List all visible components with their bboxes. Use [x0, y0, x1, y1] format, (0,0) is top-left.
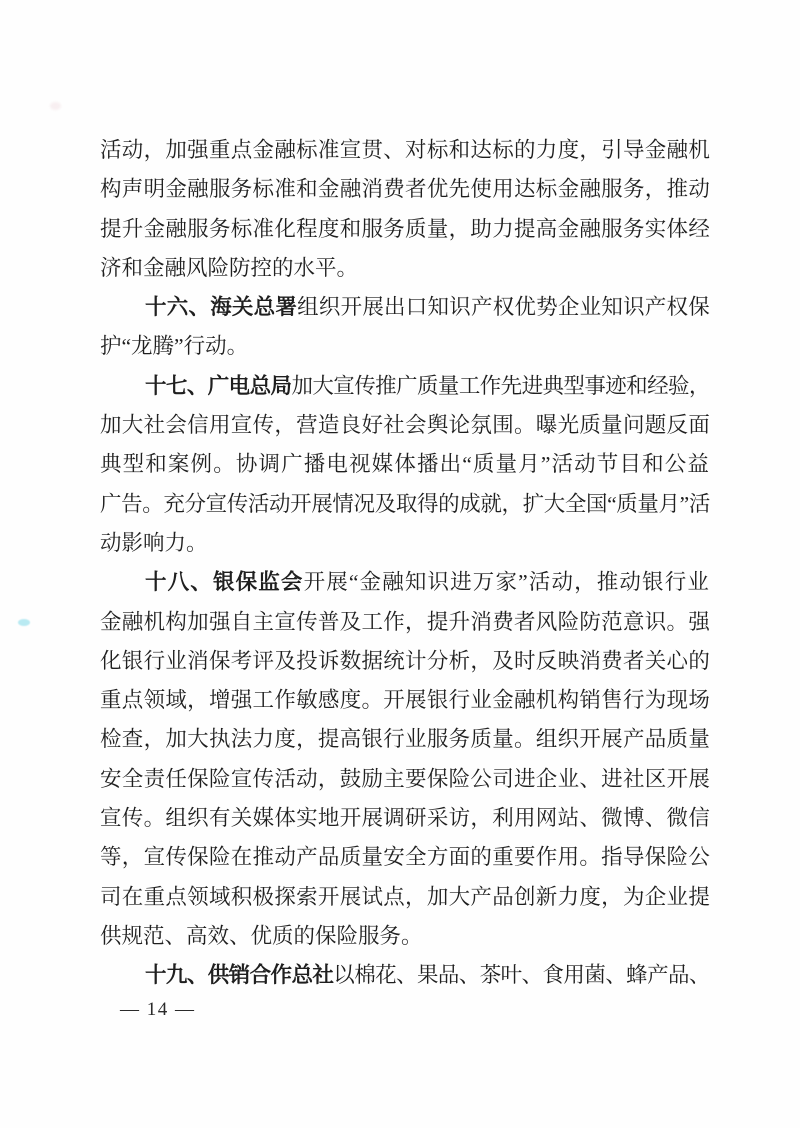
line-text: 检查，加大执法力度，提高银行业服务质量。组织开展产品质量	[100, 727, 711, 752]
text-line	[100, 681, 710, 720]
line-text: 加大宣传推广质量工作先进典型事迹和经验，	[291, 373, 710, 398]
text-line	[100, 406, 710, 445]
text-line-content	[145, 295, 710, 319]
text-line	[100, 367, 710, 406]
line-text: 开展“金融知识进万家”活动，推动银行业	[303, 570, 710, 595]
text-line	[100, 917, 710, 956]
text-line	[100, 878, 710, 917]
line-text: 广告。充分宣传活动开展情况及取得的成就，扩大全国“质量月”活	[100, 491, 710, 516]
line-text: 动影响力。	[100, 530, 208, 555]
text-line-content	[145, 963, 710, 987]
line-text: 金融机构加强自主宣传普及工作，提升消费者风险防范意识。强	[100, 609, 711, 634]
text-line-content	[100, 138, 710, 162]
text-line	[100, 838, 710, 877]
text-line-content	[100, 217, 710, 241]
text-line	[100, 720, 710, 759]
line-text: 典型和案例。协调广播电视媒体播出“质量月”活动节目和公益	[100, 452, 711, 477]
text-line	[100, 170, 710, 209]
line-text: 化银行业消保考评及投诉数据统计分析，及时反映消费者关心的	[100, 648, 711, 673]
text-line-content	[145, 374, 710, 398]
line-text: 宣传。组织有关媒体实地开展调研采访，利用网站、微博、微信	[100, 806, 711, 831]
section-heading: 十八、银保监会	[145, 570, 304, 595]
text-block	[100, 131, 710, 996]
text-line	[100, 249, 710, 288]
text-line	[100, 524, 710, 563]
text-line	[100, 603, 710, 642]
section-heading: 十九、供销合作总社	[145, 963, 334, 988]
line-text: 护“龙腾”行动。	[100, 334, 249, 359]
text-line-content	[100, 924, 423, 948]
text-line	[100, 445, 710, 484]
text-line	[100, 485, 710, 524]
text-line	[100, 210, 710, 249]
line-text: 提升金融服务标准化程度和服务质量，助力提高金融服务实体经	[100, 216, 711, 241]
text-line-content	[100, 452, 710, 476]
scan-artifact-cyan-speck	[18, 619, 30, 626]
text-line	[100, 956, 710, 995]
text-line-content	[100, 492, 710, 516]
text-line-content	[100, 610, 710, 634]
line-text: 加大社会信用宣传，营造良好社会舆论氛围。曝光质量问题反面	[100, 413, 711, 438]
text-line-content	[100, 177, 710, 201]
text-line	[100, 288, 710, 327]
text-line	[100, 563, 710, 602]
text-line-content	[100, 531, 208, 555]
line-text: 供规范、高效、优质的保险服务。	[100, 923, 423, 948]
text-line-content	[100, 885, 710, 909]
section-heading: 十六、海关总署	[145, 295, 298, 320]
line-text: 活动，加强重点金融标准宣贯、对标和达标的力度，引导金融机	[100, 138, 711, 162]
section-heading: 十七、广电总局	[145, 373, 292, 398]
line-text: 以棉花、果品、茶叶、食用菌、蜂产品、	[333, 963, 710, 988]
text-line-content	[100, 413, 710, 437]
line-text: 重点领域，增强工作敏感度。开展银行业金融机构销售行为现场	[100, 688, 711, 713]
text-line-content	[100, 688, 710, 712]
text-line	[100, 327, 710, 366]
line-text: 等，宣传保险在推动产品质量安全方面的重要作用。指导保险公	[100, 845, 711, 870]
text-line	[100, 131, 710, 170]
text-line-content	[100, 727, 710, 751]
text-line-content	[100, 256, 358, 280]
line-text: 组织开展出口知识产权优势企业知识产权保	[297, 295, 710, 320]
scan-artifact-pink-speck	[50, 102, 61, 110]
line-text: 济和金融风险防控的水平。	[100, 255, 359, 280]
text-line-content	[100, 649, 710, 673]
text-line	[100, 760, 710, 799]
text-line-content	[100, 767, 710, 791]
line-text: 安全责任保险宣传活动，鼓励主要保险公司进企业、进社区开展	[100, 766, 711, 791]
line-text: 司在重点领域积极探索开展试点，加大产品创新力度，为企业提	[100, 884, 711, 909]
text-line-content	[145, 570, 710, 594]
text-line-content	[100, 845, 710, 869]
line-text: 构声明金融服务标准和金融消费者优先使用达标金融服务，推动	[100, 177, 711, 202]
text-line	[100, 642, 710, 681]
page-number: — 14 —	[120, 999, 196, 1020]
text-line-content	[100, 806, 710, 830]
text-line	[100, 799, 710, 838]
text-line-content	[100, 334, 248, 358]
